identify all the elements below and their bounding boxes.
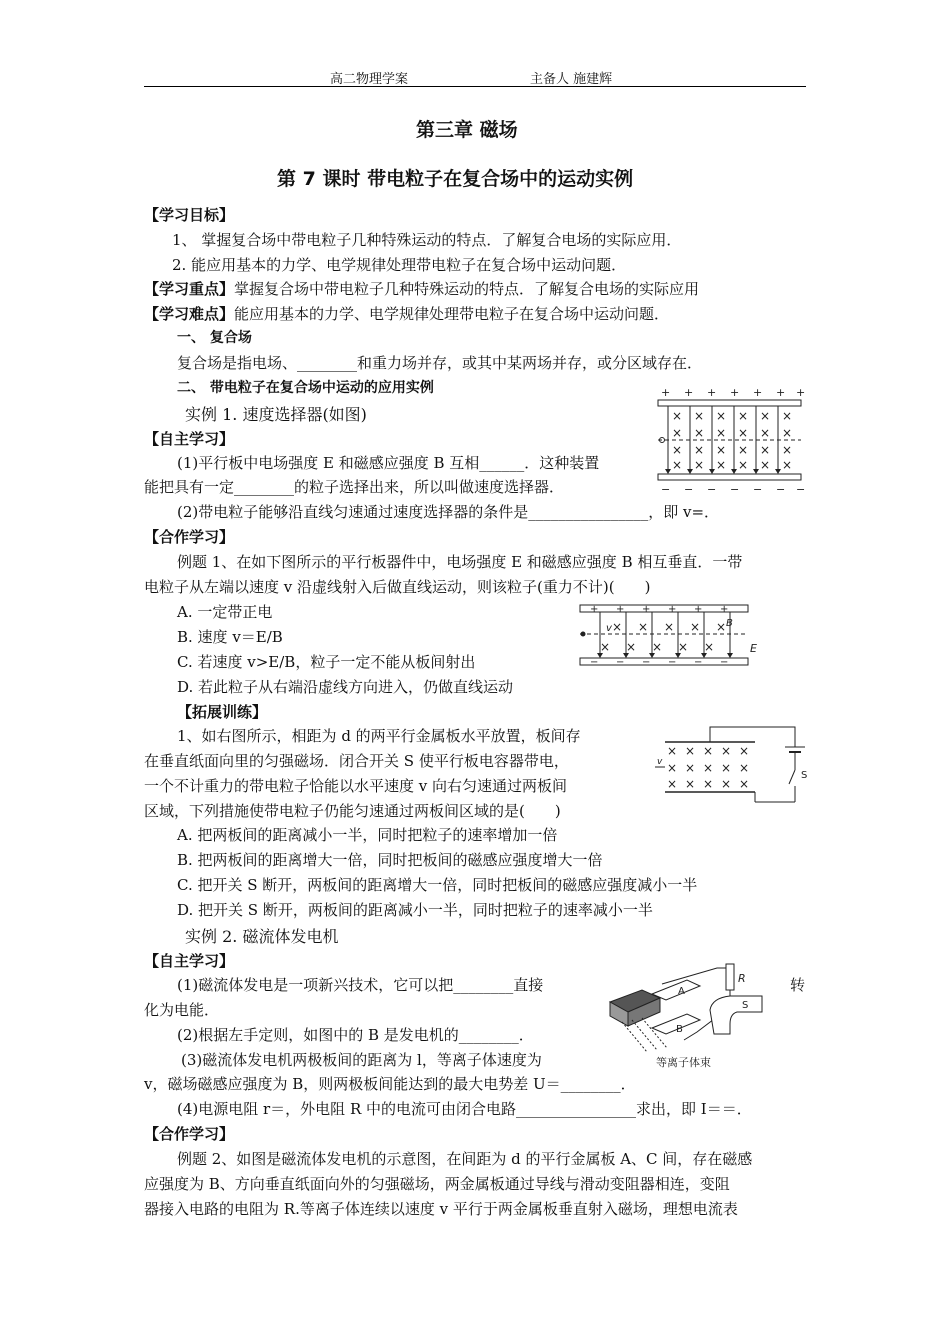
example1-line2: 电粒子从左端以速度 v 沿虚线射入后做直线运动，则该粒子(重力不计)( ) [144,578,651,596]
extend-option-a: A. 把两板间的距离减小一半，同时把粒子的速率增加一倍 [177,826,558,844]
example1-line1: 例题 1、在如下图所示的平行板器件中，电场强度 E 和磁感应强度 B 相互垂直．一带 [177,553,743,571]
cross: × [716,458,727,472]
plus-sign: + [753,386,763,399]
plus-sign: + [776,386,786,399]
lesson-title: 第 7 课时 带电粒子在复合场中的运动实例 [277,168,634,190]
cross: × [667,777,678,791]
cross: × [685,777,696,791]
example2-coop: 【合作学习】 [144,1125,235,1143]
cross: × [694,409,705,423]
resistor-label: R [738,972,746,985]
plate-b-label: B [676,1024,683,1035]
cross: × [738,409,749,423]
cross: × [672,409,683,423]
example2-q1-a: (1)磁流体发电是一项新兴技术，它可以把________直接 [177,976,544,994]
section1-text: 复合场是指电场、________和重力场并存，或其中某两场并存，或分区域存在． [177,354,703,372]
cross: × [694,443,705,457]
header-right: 主备人 施建辉 [530,72,613,87]
cross: × [716,409,727,423]
minus-sign: − [668,657,677,668]
minus-sign: − [661,483,671,495]
cross: × [760,443,771,457]
plus-sign: + [642,604,651,615]
key-points [144,279,699,299]
cross: × [739,761,750,775]
difficulties-label: 【学习难点】 [144,305,235,323]
plus-sign: + [730,386,740,399]
minus-sign: − [753,483,763,495]
example2-title: 实例 2. 磁流体发电机 [185,927,339,946]
top-plate [658,400,801,406]
minus-sign: − [707,483,717,495]
section2-heading: 二、 带电粒子在复合场中运动的应用实例 [177,380,434,396]
cross: × [721,777,732,791]
cross: × [652,640,663,654]
velocity-label: v [606,623,612,634]
cross: × [600,640,611,654]
example2-q2: (2)根据左手定则，如图中的 B 是发电机的________． [177,1026,534,1044]
cross: × [716,620,727,634]
difficulties-text: 能应用基本的力学、电学规律处理带电粒子在复合场中运动问题． [234,305,670,323]
example2-line-3: 器接入电路的电阻为 R.等离子体连续以速度 v 平行于两金属板垂直射入磁场，理想电流表 [144,1200,738,1218]
example2-line-2: 应强度为 B、方向垂直纸面向外的匀强磁场，两金属板通过导线与滑动变阻器相连，变阻 [144,1175,730,1193]
section1-heading: 一、 复合场 [177,330,252,346]
cross: × [638,620,649,634]
example1-q2: (2)带电粒子能够沿直线匀速通过速度选择器的条件是________________，即 v=． [177,503,720,521]
goal-item-2: 2. 能应用基本的力学、电学规律处理带电粒子在复合场中运动问题． [172,256,627,274]
example1-self-study: 【自主学习】 [144,430,235,448]
cross: × [760,458,771,472]
magnet-s [710,996,762,1034]
cross: × [667,744,678,758]
header-rule [144,86,806,87]
example2-q1-c: 化为电能． [144,1001,220,1019]
example1-title: 实例 1. 速度选择器(如图) [185,405,367,424]
cross: × [672,426,683,440]
switch-label: S [801,770,808,781]
velocity-selector-figure [655,385,805,495]
extend-line-4: 区域，下列措施使带电粒子仍能匀速通过两板间区域的是( ) [144,802,561,820]
parallel-plate-figure [576,600,766,675]
cross: × [685,761,696,775]
header-left: 高二物理学案 [330,72,409,87]
minus-sign: − [796,483,805,495]
example1-option-d: D. 若此粒子从右端沿虚线方向进入，仍做直线运动 [177,678,514,696]
plasma-beam-caption: 等离子体束 [656,1056,711,1069]
cross: × [782,409,793,423]
cross: × [694,426,705,440]
example1-q1-line1: (1)平行板中电场强度 E 和磁感应强度 B 互相______．这种装置 [177,454,600,472]
example2-self-study: 【自主学习】 [144,952,235,970]
cross: × [685,744,696,758]
cross: × [667,761,678,775]
extend-heading: 【拓展训练】 [177,703,268,721]
extend-line-2: 在垂直纸面向里的匀强磁场．闭合开关 S 使平行板电容器带电， [144,752,569,770]
b-label: B [726,618,733,629]
cross: × [703,761,714,775]
cross: × [760,426,771,440]
plus-sign: + [684,386,694,399]
capacitor-switch-figure [655,722,810,807]
example2-q3-line1: (3)磁流体发电机两极板间的距离为 l，等离子体速度为 [181,1051,542,1069]
plus-sign: + [661,386,671,399]
chapter-title: 第三章 磁场 [416,119,518,141]
plate-a-label: A [678,986,685,997]
difficulties [144,304,669,324]
particle-dot [581,632,586,637]
minus-sign: − [616,657,625,668]
cross: × [716,426,727,440]
example2-q3-line2: v，磁场磁感应强度为 B，则两极板间能达到的最大电势差 U＝________． [144,1075,636,1093]
cross: × [721,761,732,775]
example1-coop: 【合作学习】 [144,528,235,546]
minus-sign: − [642,657,651,668]
example2-q4: (4)电源电阻 r＝，外电阻 R 中的电流可由闭合电路________________求出，即 I＝＝． [177,1100,752,1118]
minus-sign: − [694,657,703,668]
cross: × [739,744,750,758]
cross: × [626,640,637,654]
cross: × [716,443,727,457]
cross: × [739,777,750,791]
extend-option-d: D. 把开关 S 断开，两板间的距离减小一半，同时把粒子的速率减小一半 [177,901,653,919]
goal-item-1: 1、 掌握复合场中带电粒子几种特殊运动的特点．了解复合电场的实际应用． [172,231,682,249]
cross: × [782,426,793,440]
plus-sign: + [707,386,717,399]
plus-sign: + [720,604,729,615]
cross: × [612,620,623,634]
cross: × [738,458,749,472]
cross: × [703,777,714,791]
minus-sign: − [730,483,740,495]
plus-sign: + [796,386,805,399]
magnet-s-label: S [742,1000,749,1011]
extend-option-b: B. 把两板间的距离增大一倍，同时把板间的磁感应强度增大一倍 [177,851,603,869]
cross: × [664,620,675,634]
cross: × [760,409,771,423]
bottom-plate [658,474,801,480]
example2-line-1: 例题 2、如图是磁流体发电机的示意图，在间距为 d 的平行金属板 A、C 间，存在磁感 [177,1150,753,1168]
plus-sign: + [668,604,677,615]
cross: × [703,744,714,758]
cross: × [694,458,705,472]
example2-q1-b: 转 [790,976,806,994]
example1-option-a: A. 一定带正电 [177,603,273,621]
extend-line-3: 一个不计重力的带电粒子恰能以水平速度 v 向右匀速通过两板间 [144,777,568,795]
key-points-text: 掌握复合场中带电粒子几种特殊运动的特点．了解复合电场的实际应用 [234,280,700,298]
cross: × [704,640,715,654]
cross: × [738,443,749,457]
plus-sign: + [616,604,625,615]
cross: × [672,443,683,457]
minus-sign: − [720,657,729,668]
cross: × [678,640,689,654]
cross: × [782,458,793,472]
key-points-label: 【学习重点】 [144,280,235,298]
mhd-generator-figure [602,962,787,1070]
cross: × [738,426,749,440]
velocity-label: v [657,757,663,767]
goals-heading: 【学习目标】 [144,206,235,224]
plus-sign: + [590,604,599,615]
extend-option-c: C. 把开关 S 断开，两板间的距离增大一倍，同时把板间的磁感应强度减小一半 [177,876,698,894]
cross: × [721,744,732,758]
cross: × [690,620,701,634]
plus-sign: + [694,604,703,615]
cross: × [782,443,793,457]
example1-option-c: C. 若速度 v>E/B，粒子一定不能从板间射出 [177,653,476,671]
cross: × [672,458,683,472]
example1-option-b: B. 速度 v＝E/B [177,628,283,646]
switch-lever [789,770,795,784]
example1-q1-line2: 能把具有一定________的粒子选择出来，所以叫做速度选择器． [144,478,565,496]
e-label: E [750,642,757,655]
minus-sign: − [776,483,786,495]
resistor [726,964,734,990]
minus-sign: − [590,657,599,668]
minus-sign: − [684,483,694,495]
extend-line-1: 1、如右图所示，相距为 d 的两平行金属板水平放置，板间存 [177,727,581,745]
